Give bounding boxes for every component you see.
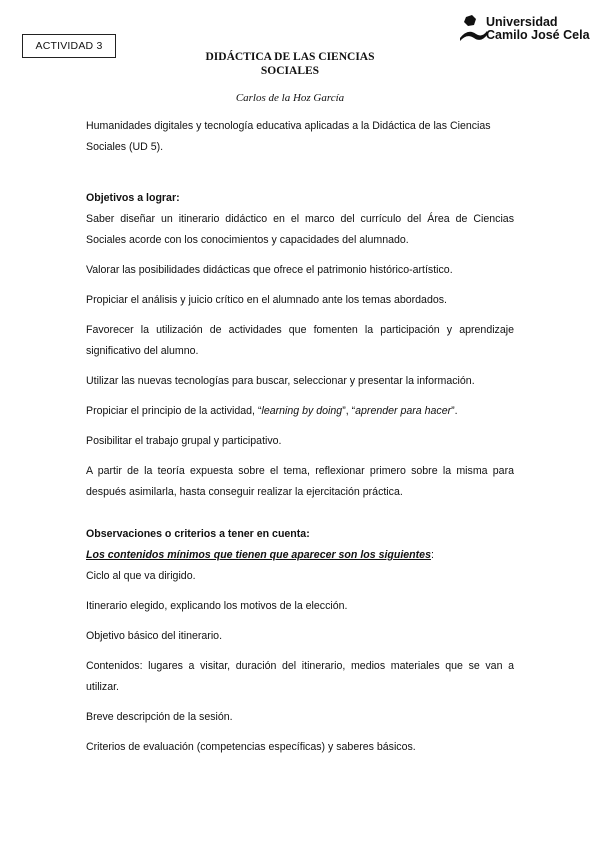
principle-italic-2: aprender para hacer [355,405,452,417]
activity-badge: ACTIVIDAD 3 [22,34,116,58]
criteria-item: Itinerario elegido, explicando los motivos de la elección. [86,600,348,612]
objective-item: A partir de la teoría expuesta sobre el tema, reflexionar primero sobre la misma para después asimilarla, hasta conseguir realizar la ejercitación práctica. [86,465,514,498]
objective-item-principle [86,401,514,422]
logo-line-2: Camilo José Cela [486,28,590,42]
objective-item: Utilizar las nuevas tecnologías para buscar, seleccionar y presentar la información. [86,375,475,387]
objective-item: Posibilitar el trabajo grupal y participativo. [86,435,282,447]
page-title [170,50,410,78]
objective-item: Valorar las posibilidades didácticas que ofrece el patrimonio histórico-artístico. [86,264,453,276]
principle-italic-1: learning by doing [261,405,343,417]
criteria-item: Criterios de evaluación (competencias específicas) y saberes básicos. [86,741,416,753]
university-logo [458,14,588,44]
criteria-item: Objetivo básico del itinerario. [86,630,223,642]
objectives-heading: Objetivos a lograr: [86,192,180,204]
objective-item: Saber diseñar un itinerario didáctico en el marco del currículo del Área de Ciencias Sociales acorde con los conocimientos y capacidades del alumnado. [86,213,514,246]
principle-suffix: ”. [451,405,458,417]
criteria-item: Contenidos: lugares a visitar, duración del itinerario, medios materiales que se van a utilizar. [86,660,514,693]
principle-prefix: Propiciar el principio de la actividad, “ [86,405,262,417]
principle-middle: ”, “ [342,405,356,417]
title-line-1: DIDÁCTICA DE LAS CIENCIAS [205,51,375,63]
observations-subheading [86,545,514,566]
criteria-item: Ciclo al que va dirigido. [86,570,196,582]
objective-item: Favorecer la utilización de actividades que fomenten la participación y aprendizaje significativo del alumno. [86,324,514,357]
subheading-text: Los contenidos mínimos que tienen que aparecer son los siguientes [86,549,431,561]
logo-line-1: Universidad [486,15,558,29]
criteria-item: Breve descripción de la sesión. [86,711,233,723]
title-line-2: SOCIALES [260,65,320,77]
subheading-suffix: : [430,549,434,561]
document-body [86,116,514,767]
logo-mark-icon [458,14,488,44]
observations-heading: Observaciones o criterios a tener en cuenta: [86,528,310,540]
intro-paragraph: Humanidades digitales y tecnología educativa aplicadas a la Didáctica de las Ciencias Sociales (UD 5). [86,120,491,153]
objective-item: Propiciar el análisis y juicio crítico en el alumnado ante los temas abordados. [86,294,447,306]
author-name: Carlos de la Hoz García [235,92,345,104]
